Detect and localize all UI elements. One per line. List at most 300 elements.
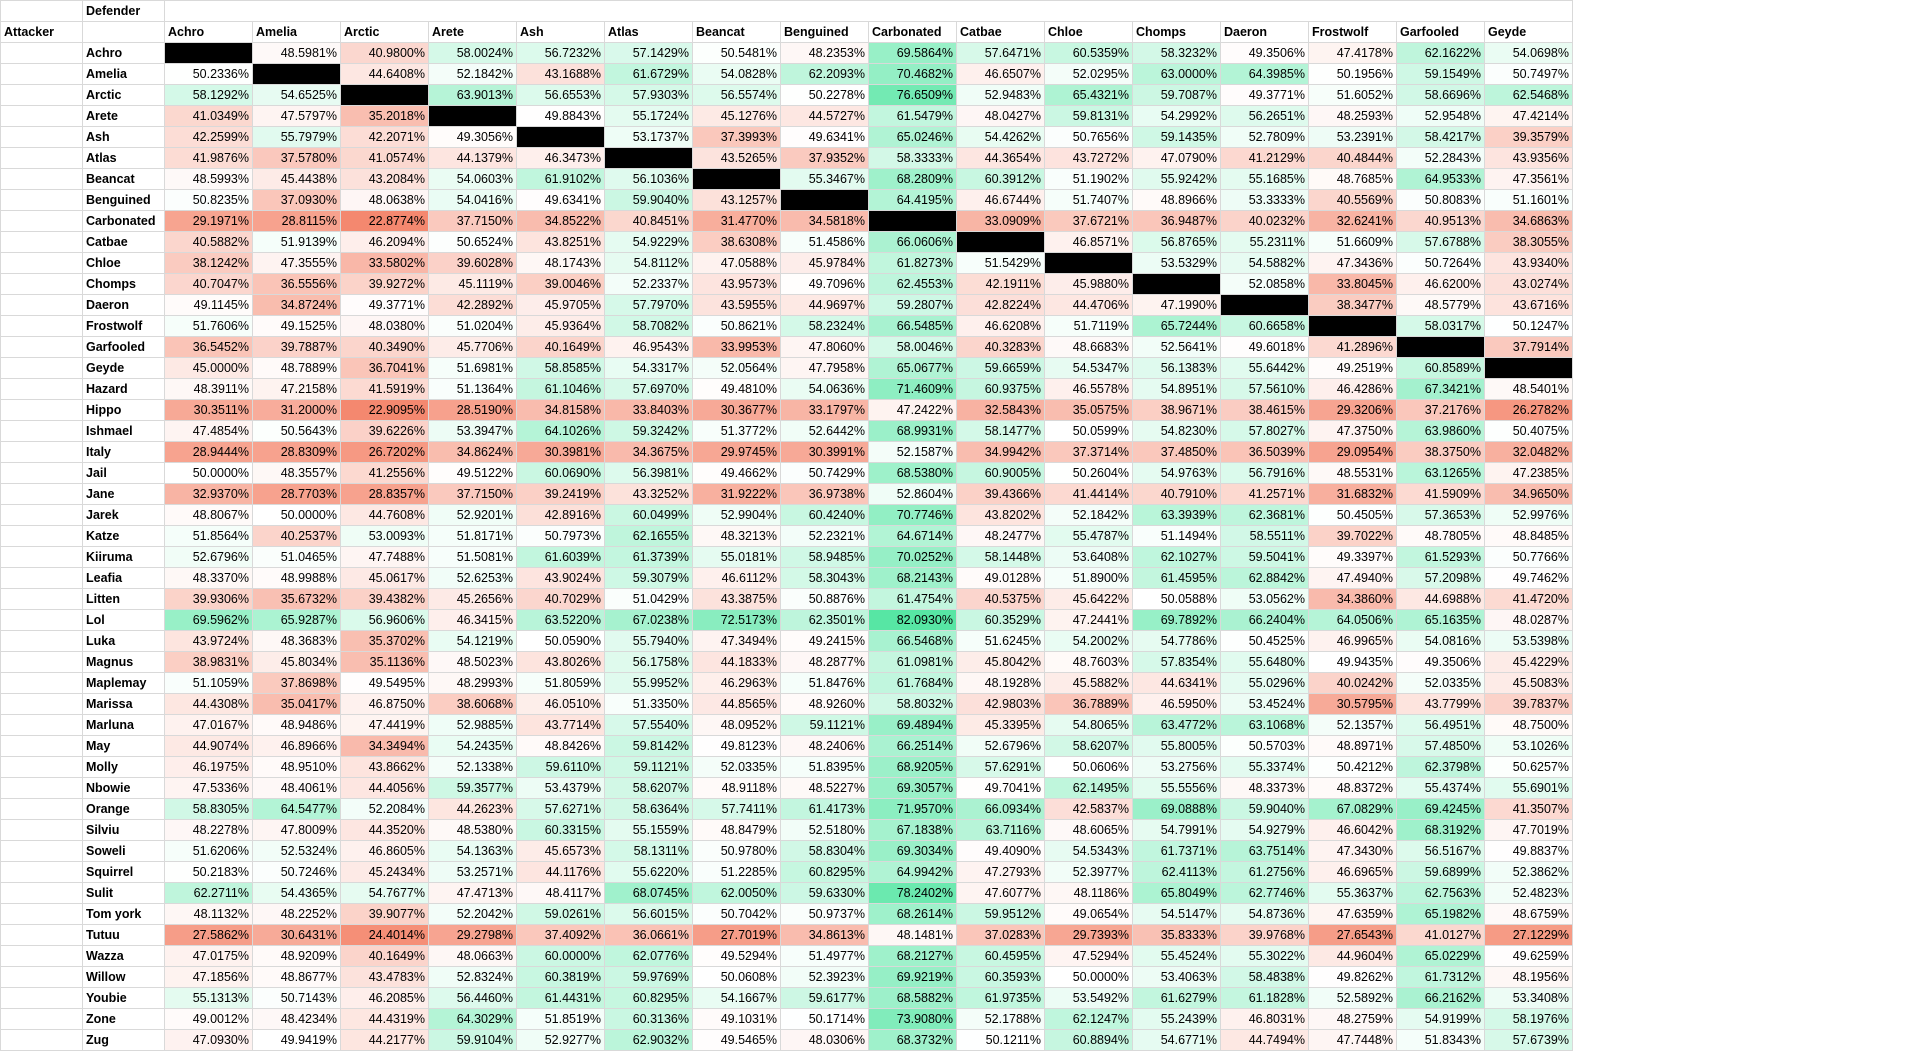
winrate-cell[interactable]: 34.5818% [781, 211, 869, 232]
winrate-cell[interactable]: 51.2285% [693, 862, 781, 883]
empty-header-cell[interactable] [165, 1, 1573, 22]
winrate-cell[interactable]: 45.0617% [341, 568, 429, 589]
winrate-cell[interactable]: 50.7246% [253, 862, 341, 883]
winrate-cell[interactable]: 45.2434% [341, 862, 429, 883]
empty-cell[interactable] [1, 757, 83, 778]
winrate-cell[interactable]: 49.2415% [781, 631, 869, 652]
empty-cell[interactable] [1, 694, 83, 715]
winrate-cell[interactable]: 49.3506% [1397, 652, 1485, 673]
winrate-cell[interactable]: 56.7232% [517, 43, 605, 64]
winrate-cell[interactable]: 28.8357% [341, 484, 429, 505]
winrate-cell[interactable]: 34.6863% [1485, 211, 1573, 232]
winrate-cell[interactable]: 48.4117% [517, 883, 605, 904]
winrate-cell[interactable]: 50.0599% [1045, 421, 1133, 442]
winrate-cell[interactable]: 49.5465% [693, 1030, 781, 1051]
winrate-cell[interactable]: 52.0335% [1397, 673, 1485, 694]
winrate-cell[interactable]: 37.4850% [1133, 442, 1221, 463]
winrate-cell[interactable]: 57.7411% [693, 799, 781, 820]
winrate-cell[interactable]: 43.9340% [1485, 253, 1573, 274]
column-header-ash[interactable]: Ash [517, 22, 605, 43]
winrate-cell[interactable]: 69.3034% [869, 841, 957, 862]
winrate-cell[interactable]: 70.0252% [869, 547, 957, 568]
winrate-cell[interactable]: 47.3494% [693, 631, 781, 652]
winrate-cell[interactable]: 68.2127% [869, 946, 957, 967]
winrate-cell[interactable]: 57.8027% [1221, 421, 1309, 442]
winrate-cell[interactable]: 48.3557% [253, 463, 341, 484]
winrate-cell[interactable]: 51.6245% [957, 631, 1045, 652]
winrate-cell[interactable]: 43.5265% [693, 148, 781, 169]
winrate-cell[interactable]: 61.1828% [1221, 988, 1309, 1009]
winrate-cell[interactable]: 46.8605% [341, 841, 429, 862]
winrate-cell[interactable]: 46.4286% [1309, 379, 1397, 400]
winrate-cell[interactable]: 43.7714% [517, 715, 605, 736]
winrate-cell[interactable]: 62.3681% [1221, 505, 1309, 526]
winrate-cell[interactable]: 61.9735% [957, 988, 1045, 1009]
winrate-cell[interactable]: 51.5429% [957, 253, 1045, 274]
winrate-cell[interactable]: 63.9013% [429, 85, 517, 106]
winrate-cell[interactable]: 58.5511% [1221, 526, 1309, 547]
winrate-cell[interactable]: 49.5495% [341, 673, 429, 694]
winrate-cell[interactable]: 52.9277% [517, 1030, 605, 1051]
winrate-cell[interactable]: 69.9219% [869, 967, 957, 988]
winrate-cell[interactable]: 59.3242% [605, 421, 693, 442]
winrate-cell[interactable]: 49.5122% [429, 463, 517, 484]
winrate-cell[interactable]: 47.3555% [253, 253, 341, 274]
winrate-cell[interactable]: 48.8485% [1485, 526, 1573, 547]
winrate-cell[interactable]: 40.5882% [165, 232, 253, 253]
winrate-cell[interactable]: 48.2278% [165, 820, 253, 841]
winrate-cell[interactable]: 45.1276% [693, 106, 781, 127]
winrate-cell[interactable]: 53.1026% [1485, 736, 1573, 757]
winrate-cell[interactable]: 55.7940% [605, 631, 693, 652]
winrate-cell[interactable]: 49.0654% [1045, 904, 1133, 925]
winrate-cell[interactable]: 64.5477% [253, 799, 341, 820]
winrate-cell[interactable]: 51.7407% [1045, 190, 1133, 211]
winrate-cell[interactable]: 45.6422% [1045, 589, 1133, 610]
winrate-cell[interactable]: 28.8309% [253, 442, 341, 463]
row-label[interactable]: Hazard [83, 379, 165, 400]
winrate-cell[interactable]: 52.0295% [1045, 64, 1133, 85]
column-header-catbae[interactable]: Catbae [957, 22, 1045, 43]
winrate-cell[interactable]: 48.0427% [957, 106, 1045, 127]
winrate-cell[interactable]: 54.6525% [253, 85, 341, 106]
winrate-cell[interactable]: 58.3333% [869, 148, 957, 169]
winrate-cell[interactable]: 54.9229% [605, 232, 693, 253]
winrate-cell[interactable]: 38.3750% [1397, 442, 1485, 463]
winrate-cell[interactable]: 38.9671% [1133, 400, 1221, 421]
winrate-cell[interactable]: 62.8842% [1221, 568, 1309, 589]
winrate-cell[interactable]: 45.3395% [957, 715, 1045, 736]
winrate-cell[interactable]: 47.0790% [1133, 148, 1221, 169]
winrate-cell[interactable]: 54.5347% [1045, 358, 1133, 379]
winrate-cell[interactable]: 51.8900% [1045, 568, 1133, 589]
winrate-cell[interactable]: 41.4720% [1485, 589, 1573, 610]
winrate-cell[interactable]: 43.3252% [605, 484, 693, 505]
winrate-cell[interactable]: 47.1990% [1133, 295, 1221, 316]
row-label[interactable]: Willow [83, 967, 165, 988]
winrate-cell[interactable]: 42.2071% [341, 127, 429, 148]
winrate-cell[interactable]: 52.2084% [341, 799, 429, 820]
winrate-cell[interactable]: 45.2656% [429, 589, 517, 610]
winrate-cell[interactable]: 53.5329% [1133, 253, 1221, 274]
winrate-cell[interactable]: 50.7143% [253, 988, 341, 1009]
winrate-cell[interactable]: 62.0050% [693, 883, 781, 904]
winrate-cell[interactable]: 59.6899% [1397, 862, 1485, 883]
winrate-cell[interactable]: 47.4419% [341, 715, 429, 736]
winrate-cell[interactable]: 48.6683% [1045, 337, 1133, 358]
winrate-cell[interactable]: 42.8224% [957, 295, 1045, 316]
winrate-cell[interactable]: 50.1956% [1309, 64, 1397, 85]
winrate-cell[interactable]: 54.1219% [429, 631, 517, 652]
winrate-cell[interactable]: 54.7677% [341, 883, 429, 904]
winrate-cell[interactable]: 29.1971% [165, 211, 253, 232]
winrate-cell[interactable]: 60.8894% [1045, 1030, 1133, 1051]
winrate-cell[interactable]: 39.0046% [517, 274, 605, 295]
winrate-cell[interactable]: 58.8585% [517, 358, 605, 379]
winrate-cell[interactable]: 53.5492% [1045, 988, 1133, 1009]
row-label[interactable]: Carbonated [83, 211, 165, 232]
winrate-cell[interactable]: 46.9543% [605, 337, 693, 358]
winrate-cell[interactable]: 69.7892% [1133, 610, 1221, 631]
winrate-cell[interactable]: 62.4113% [1133, 862, 1221, 883]
winrate-cell[interactable]: 48.1956% [1485, 967, 1573, 988]
winrate-cell[interactable]: 57.3653% [1397, 505, 1485, 526]
winrate-cell[interactable]: 32.6241% [1309, 211, 1397, 232]
row-label[interactable]: Zug [83, 1030, 165, 1051]
empty-cell[interactable] [1, 778, 83, 799]
winrate-cell[interactable]: 38.3477% [1309, 295, 1397, 316]
winrate-cell[interactable]: 45.9784% [781, 253, 869, 274]
row-label[interactable]: Maplemay [83, 673, 165, 694]
winrate-cell[interactable]: 54.2435% [429, 736, 517, 757]
empty-cell[interactable] [1, 673, 83, 694]
winrate-cell[interactable]: 82.0930% [869, 610, 957, 631]
winrate-cell[interactable]: 55.2439% [1133, 1009, 1221, 1030]
winrate-cell[interactable]: 41.0349% [165, 106, 253, 127]
empty-cell[interactable] [1, 988, 83, 1009]
empty-cell[interactable] [1, 862, 83, 883]
winrate-cell[interactable]: 40.9800% [341, 43, 429, 64]
winrate-cell[interactable]: 34.8613% [781, 925, 869, 946]
self-matchup-cell[interactable] [165, 43, 253, 64]
self-matchup-cell[interactable] [1397, 337, 1485, 358]
winrate-cell[interactable]: 47.2793% [957, 862, 1045, 883]
winrate-cell[interactable]: 60.9375% [957, 379, 1045, 400]
winrate-cell[interactable]: 47.3750% [1309, 421, 1397, 442]
self-matchup-cell[interactable] [1221, 295, 1309, 316]
row-label[interactable]: Daeron [83, 295, 165, 316]
row-label[interactable]: Jane [83, 484, 165, 505]
winrate-cell[interactable]: 49.8843% [517, 106, 605, 127]
empty-cell[interactable] [1, 274, 83, 295]
winrate-cell[interactable]: 61.5293% [1397, 547, 1485, 568]
winrate-cell[interactable]: 58.6207% [605, 778, 693, 799]
winrate-cell[interactable]: 58.3043% [781, 568, 869, 589]
winrate-cell[interactable]: 37.5780% [253, 148, 341, 169]
empty-cell[interactable] [1, 337, 83, 358]
self-matchup-cell[interactable] [1309, 316, 1397, 337]
winrate-cell[interactable]: 59.3577% [429, 778, 517, 799]
winrate-cell[interactable]: 54.8112% [605, 253, 693, 274]
winrate-cell[interactable]: 41.2571% [1221, 484, 1309, 505]
winrate-cell[interactable]: 48.6065% [1045, 820, 1133, 841]
winrate-cell[interactable]: 38.6068% [429, 694, 517, 715]
winrate-cell[interactable]: 61.6039% [517, 547, 605, 568]
winrate-cell[interactable]: 58.4838% [1221, 967, 1309, 988]
defender-header-cell[interactable]: Defender [83, 1, 165, 22]
winrate-cell[interactable]: 44.2177% [341, 1030, 429, 1051]
winrate-cell[interactable]: 54.8230% [1133, 421, 1221, 442]
winrate-cell[interactable]: 46.3415% [429, 610, 517, 631]
winrate-cell[interactable]: 48.0638% [341, 190, 429, 211]
winrate-cell[interactable]: 56.5574% [693, 85, 781, 106]
winrate-cell[interactable]: 65.1982% [1397, 904, 1485, 925]
empty-cell[interactable] [1, 421, 83, 442]
winrate-cell[interactable]: 45.8034% [253, 652, 341, 673]
winrate-cell[interactable]: 47.0930% [165, 1030, 253, 1051]
winrate-cell[interactable]: 50.7264% [1397, 253, 1485, 274]
winrate-cell[interactable]: 65.0677% [869, 358, 957, 379]
winrate-cell[interactable]: 48.8067% [165, 505, 253, 526]
winrate-cell[interactable]: 43.3875% [693, 589, 781, 610]
winrate-cell[interactable]: 49.6259% [1485, 946, 1573, 967]
winrate-cell[interactable]: 34.3675% [605, 442, 693, 463]
row-label[interactable]: Molly [83, 757, 165, 778]
winrate-cell[interactable]: 39.9077% [341, 904, 429, 925]
winrate-cell[interactable]: 37.7914% [1485, 337, 1573, 358]
row-label[interactable]: Marluna [83, 715, 165, 736]
empty-cell[interactable] [1, 379, 83, 400]
winrate-cell[interactable]: 55.3637% [1309, 883, 1397, 904]
winrate-cell[interactable]: 50.8235% [165, 190, 253, 211]
winrate-cell[interactable]: 52.1842% [429, 64, 517, 85]
winrate-cell[interactable]: 56.4460% [429, 988, 517, 1009]
winrate-cell[interactable]: 51.7119% [1045, 316, 1133, 337]
row-label[interactable]: Sulit [83, 883, 165, 904]
winrate-cell[interactable]: 69.4245% [1397, 799, 1485, 820]
winrate-cell[interactable]: 61.4431% [517, 988, 605, 1009]
self-matchup-cell[interactable] [869, 211, 957, 232]
winrate-cell[interactable]: 49.4662% [693, 463, 781, 484]
winrate-cell[interactable]: 61.3739% [605, 547, 693, 568]
winrate-cell[interactable]: 45.1119% [429, 274, 517, 295]
winrate-cell[interactable]: 35.1136% [341, 652, 429, 673]
winrate-cell[interactable]: 34.8158% [517, 400, 605, 421]
row-label[interactable]: Arete [83, 106, 165, 127]
empty-cell[interactable] [1, 925, 83, 946]
row-label[interactable]: Kiiruma [83, 547, 165, 568]
winrate-cell[interactable]: 51.8059% [517, 673, 605, 694]
winrate-cell[interactable]: 37.7150% [429, 484, 517, 505]
empty-cell[interactable] [1, 232, 83, 253]
winrate-cell[interactable]: 37.3714% [1045, 442, 1133, 463]
winrate-cell[interactable]: 54.4262% [957, 127, 1045, 148]
winrate-cell[interactable]: 59.2807% [869, 295, 957, 316]
winrate-cell[interactable]: 62.3501% [781, 610, 869, 631]
winrate-cell[interactable]: 58.1448% [957, 547, 1045, 568]
winrate-cell[interactable]: 61.7371% [1133, 841, 1221, 862]
winrate-cell[interactable]: 38.3055% [1485, 232, 1573, 253]
attacker-label-cell[interactable]: Attacker [1, 22, 83, 43]
winrate-cell[interactable]: 36.5452% [165, 337, 253, 358]
winrate-cell[interactable]: 59.6177% [781, 988, 869, 1009]
winrate-cell[interactable]: 51.8476% [781, 673, 869, 694]
winrate-cell[interactable]: 37.9352% [781, 148, 869, 169]
winrate-cell[interactable]: 39.9272% [341, 274, 429, 295]
winrate-cell[interactable]: 34.9942% [957, 442, 1045, 463]
winrate-cell[interactable]: 64.3985% [1221, 64, 1309, 85]
winrate-cell[interactable]: 50.8876% [781, 589, 869, 610]
winrate-cell[interactable]: 24.4014% [341, 925, 429, 946]
winrate-cell[interactable]: 50.2278% [781, 85, 869, 106]
winrate-cell[interactable]: 47.7448% [1309, 1030, 1397, 1051]
winrate-cell[interactable]: 40.4844% [1309, 148, 1397, 169]
winrate-cell[interactable]: 47.6359% [1309, 904, 1397, 925]
winrate-cell[interactable]: 46.0510% [517, 694, 605, 715]
winrate-cell[interactable]: 52.5180% [781, 820, 869, 841]
winrate-cell[interactable]: 68.2809% [869, 169, 957, 190]
winrate-cell[interactable]: 48.2593% [1309, 106, 1397, 127]
self-matchup-cell[interactable] [957, 232, 1045, 253]
winrate-cell[interactable]: 50.1714% [781, 1009, 869, 1030]
winrate-cell[interactable]: 58.1292% [165, 85, 253, 106]
winrate-cell[interactable]: 53.3947% [429, 421, 517, 442]
winrate-cell[interactable]: 31.2000% [253, 400, 341, 421]
winrate-cell[interactable]: 43.1257% [693, 190, 781, 211]
winrate-cell[interactable]: 54.8736% [1221, 904, 1309, 925]
winrate-cell[interactable]: 55.1313% [165, 988, 253, 1009]
winrate-cell[interactable]: 28.5190% [429, 400, 517, 421]
winrate-cell[interactable]: 29.2798% [429, 925, 517, 946]
winrate-cell[interactable]: 51.0465% [253, 547, 341, 568]
winrate-cell[interactable]: 48.2877% [781, 652, 869, 673]
winrate-cell[interactable]: 55.4787% [1045, 526, 1133, 547]
winrate-cell[interactable]: 44.9697% [781, 295, 869, 316]
winrate-cell[interactable]: 36.5556% [253, 274, 341, 295]
winrate-cell[interactable]: 46.6042% [1309, 820, 1397, 841]
winrate-cell[interactable]: 48.8677% [253, 967, 341, 988]
winrate-cell[interactable]: 41.9876% [165, 148, 253, 169]
winrate-cell[interactable]: 41.2896% [1309, 337, 1397, 358]
empty-cell[interactable] [1, 652, 83, 673]
winrate-cell[interactable]: 46.6200% [1397, 274, 1485, 295]
winrate-cell[interactable]: 34.8724% [253, 295, 341, 316]
winrate-cell[interactable]: 49.1145% [165, 295, 253, 316]
winrate-cell[interactable]: 51.1601% [1485, 190, 1573, 211]
winrate-cell[interactable]: 51.4977% [781, 946, 869, 967]
winrate-cell[interactable]: 63.0000% [1133, 64, 1221, 85]
winrate-cell[interactable]: 48.3373% [1221, 778, 1309, 799]
winrate-cell[interactable]: 44.1833% [693, 652, 781, 673]
winrate-cell[interactable]: 44.1379% [429, 148, 517, 169]
winrate-cell[interactable]: 56.1036% [605, 169, 693, 190]
winrate-cell[interactable]: 55.7979% [253, 127, 341, 148]
winrate-cell[interactable]: 35.2018% [341, 106, 429, 127]
winrate-cell[interactable]: 59.1435% [1133, 127, 1221, 148]
winrate-cell[interactable]: 48.2759% [1309, 1009, 1397, 1030]
winrate-cell[interactable]: 62.1495% [1045, 778, 1133, 799]
winrate-cell[interactable]: 57.9303% [605, 85, 693, 106]
winrate-cell[interactable]: 46.6965% [1309, 862, 1397, 883]
empty-cell[interactable] [1, 64, 83, 85]
winrate-cell[interactable]: 60.3529% [957, 610, 1045, 631]
winrate-cell[interactable]: 53.3333% [1221, 190, 1309, 211]
winrate-cell[interactable]: 42.2892% [429, 295, 517, 316]
winrate-cell[interactable]: 62.9032% [605, 1030, 693, 1051]
winrate-cell[interactable]: 50.1211% [957, 1030, 1045, 1051]
winrate-cell[interactable]: 67.1838% [869, 820, 957, 841]
winrate-cell[interactable]: 62.1655% [605, 526, 693, 547]
winrate-cell[interactable]: 50.6257% [1485, 757, 1573, 778]
winrate-cell[interactable]: 48.2252% [253, 904, 341, 925]
winrate-cell[interactable]: 57.6271% [517, 799, 605, 820]
row-label[interactable]: Catbae [83, 232, 165, 253]
winrate-cell[interactable]: 47.3561% [1485, 169, 1573, 190]
winrate-cell[interactable]: 40.3283% [957, 337, 1045, 358]
winrate-cell[interactable]: 30.6431% [253, 925, 341, 946]
winrate-cell[interactable]: 50.7497% [1485, 64, 1573, 85]
winrate-cell[interactable]: 36.9487% [1133, 211, 1221, 232]
winrate-cell[interactable]: 66.0606% [869, 232, 957, 253]
winrate-cell[interactable]: 53.2571% [429, 862, 517, 883]
winrate-cell[interactable]: 54.8065% [1045, 715, 1133, 736]
winrate-cell[interactable]: 35.0575% [1045, 400, 1133, 421]
winrate-cell[interactable]: 63.3939% [1133, 505, 1221, 526]
winrate-cell[interactable]: 36.7889% [1045, 694, 1133, 715]
winrate-cell[interactable]: 49.8262% [1309, 967, 1397, 988]
winrate-cell[interactable]: 54.9199% [1397, 1009, 1485, 1030]
row-label[interactable]: Orange [83, 799, 165, 820]
winrate-cell[interactable]: 58.7082% [605, 316, 693, 337]
winrate-cell[interactable]: 37.3993% [693, 127, 781, 148]
winrate-cell[interactable]: 54.0416% [429, 190, 517, 211]
winrate-cell[interactable]: 58.4217% [1397, 127, 1485, 148]
winrate-cell[interactable]: 64.4195% [869, 190, 957, 211]
winrate-cell[interactable]: 54.0603% [429, 169, 517, 190]
winrate-cell[interactable]: 44.9604% [1309, 946, 1397, 967]
empty-cell[interactable] [1, 946, 83, 967]
winrate-cell[interactable]: 52.4823% [1485, 883, 1573, 904]
row-label[interactable]: Katze [83, 526, 165, 547]
winrate-cell[interactable]: 48.5380% [429, 820, 517, 841]
winrate-cell[interactable]: 56.3981% [605, 463, 693, 484]
winrate-cell[interactable]: 50.6524% [429, 232, 517, 253]
winrate-cell[interactable]: 57.5540% [605, 715, 693, 736]
winrate-cell[interactable]: 65.8049% [1133, 883, 1221, 904]
winrate-cell[interactable]: 45.8042% [957, 652, 1045, 673]
column-header-daeron[interactable]: Daeron [1221, 22, 1309, 43]
winrate-cell[interactable]: 54.0698% [1485, 43, 1573, 64]
winrate-cell[interactable]: 49.9435% [1309, 652, 1397, 673]
winrate-cell[interactable]: 49.3397% [1309, 547, 1397, 568]
empty-cell[interactable] [1, 820, 83, 841]
winrate-cell[interactable]: 52.3923% [781, 967, 869, 988]
winrate-cell[interactable]: 43.4783% [341, 967, 429, 988]
winrate-cell[interactable]: 50.0590% [517, 631, 605, 652]
winrate-cell[interactable]: 44.6341% [1133, 673, 1221, 694]
row-label[interactable]: Chomps [83, 274, 165, 295]
winrate-cell[interactable]: 58.3232% [1133, 43, 1221, 64]
winrate-cell[interactable]: 54.0828% [693, 64, 781, 85]
winrate-cell[interactable]: 50.2183% [165, 862, 253, 883]
winrate-cell[interactable]: 48.2406% [781, 736, 869, 757]
winrate-cell[interactable]: 38.6308% [693, 232, 781, 253]
winrate-cell[interactable]: 27.7019% [693, 925, 781, 946]
winrate-cell[interactable]: 44.3654% [957, 148, 1045, 169]
winrate-cell[interactable]: 38.9831% [165, 652, 253, 673]
winrate-cell[interactable]: 50.0000% [1045, 967, 1133, 988]
winrate-cell[interactable]: 41.3507% [1485, 799, 1573, 820]
